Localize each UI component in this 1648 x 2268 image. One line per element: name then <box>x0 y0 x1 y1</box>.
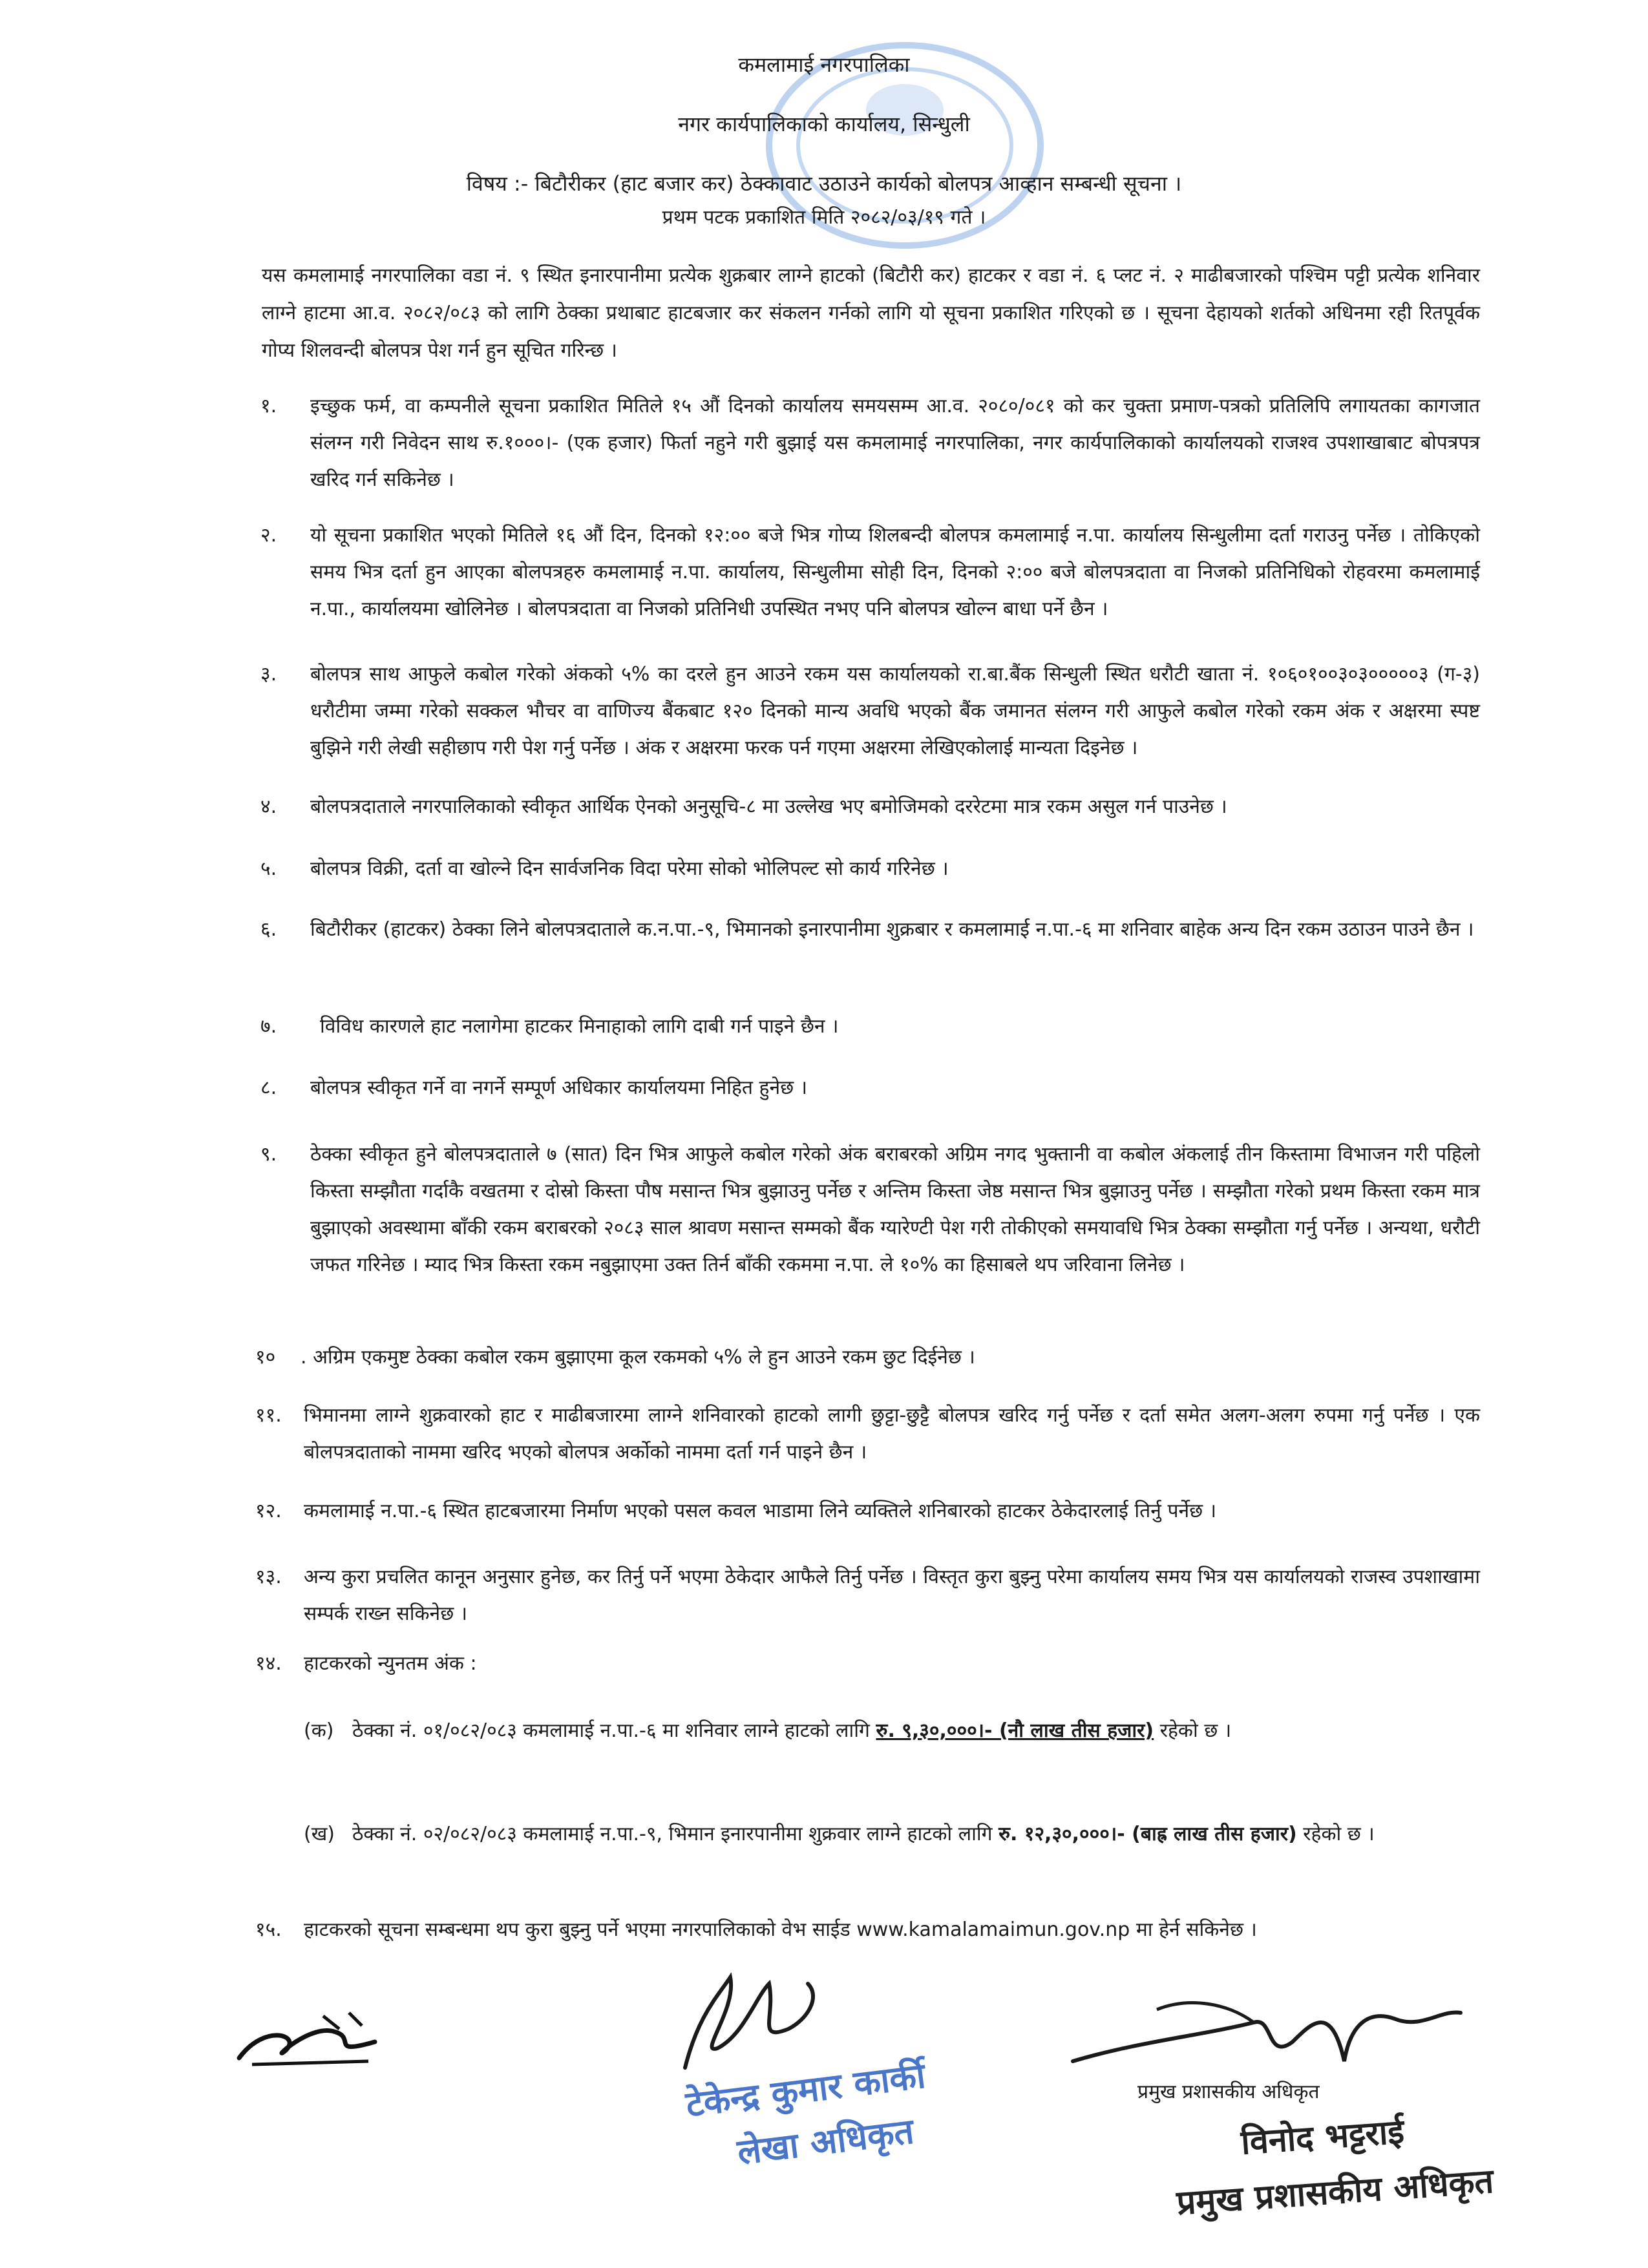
item-number: ५. <box>260 857 277 880</box>
item-number: ४. <box>260 795 277 818</box>
sub-item-label: (क) <box>304 1719 334 1742</box>
list-item: भिमानमा लाग्ने शुक्रवारको हाट र माढीबजारमा लाग्ने शनिवारको हाटको लागी छुट्टा-छुट्टै बोलपत्र खरिद गर्नु पर्नेछ र दर्ता समेत अलग-अलग रुपमा गर्नु पर्नेछ । एक बोलपत्रदाताको नाममा खरिद भएको बोलपत्र अर्कोको नाममा दर्ता गर्न पाइने छैन । <box>304 1404 1480 1464</box>
accounts-officer-title-stamp: लेखा अधिकृत <box>735 2110 916 2173</box>
item-number: १३. <box>255 1566 282 1588</box>
publish-date: प्रथम पटक प्रकाशित मिति २०८२/०३/१९ गते । <box>662 206 986 229</box>
item-number: १५. <box>255 1918 282 1941</box>
list-item: कमलामाई न.पा.-६ स्थित हाटबजारमा निर्माण भएको पसल कवल भाडामा लिने व्यक्तिले शनिबारको हाटकर ठेकेदारलाई तिर्नु पर्नेछ । <box>304 1500 1217 1522</box>
sub-item <box>352 1712 1480 1749</box>
sub-item-tail: रहेको छ । <box>1303 1823 1375 1845</box>
item-number: ३. <box>260 663 277 686</box>
item-number: ७. <box>260 1015 277 1038</box>
minimum-amount: रु. ९,३०,०००।- (नौ लाख तीस हजार) <box>876 1719 1154 1742</box>
org-name: कमलामाई नगरपालिका <box>738 52 910 77</box>
sub-item-tail: रहेको छ । <box>1159 1719 1232 1742</box>
list-item: विविध कारणले हाट नलागेमा हाटकर मिनाहाको लागि दाबी गर्न पाइने छैन । <box>320 1015 839 1038</box>
list-item: इच्छुक फर्म, वा कम्पनीले सूचना प्रकाशित मितिले १५ औं दिनको कार्यालय समयसम्म आ.व. २०८०/०८१ को कर चुक्ता प्रमाण-पत्रको प्रतिलिपि लगायतका कागजात संलग्न गरी निवेदन साथ रु.१०००।- (एक हजार) फिर्ता नहुने गरी बुझाई यस कमलामाई नगरपालिका, नगर कार्यपालिकाको कार्यालयको राजश्व उपशाखाबाट बोपत्रपत्र खरिद गर्न सकिनेछ । <box>310 395 1480 491</box>
list-item: ठेक्का स्वीकृत हुने बोलपत्रदाताले ७ (सात) दिन भित्र आफुले कबोल गरेको अंक बराबरको अग्रिम नगद भुक्तानी वा कबोल अंकलाई तीन किस्तामा विभाजन गरी पहिलो किस्ता सम्झौता गर्दाकै वखतमा र दोस्रो किस्ता पौष मसान्त भित्र बुझाउनु पर्नेछ र अन्तिम किस्ता जेष्ठ मसान्त भित्र बुझाउनु पर्नेछ । सम्झौता गरेको प्रथम किस्ता रकम मात्र बुझाएको अवस्थामा बाँकी रकम बराबरको २०८३ साल श्रावण मसान्त सम्मको बैंक ग्यारेण्टी पेश गरी तोकीएको समयावधि भित्र ठेक्का सम्झौता गर्नु पर्नेछ । अन्यथा, धरौटी जफत गरिनेछ । म्याद भित्र किस्ता रकम नबुझाएमा उक्त तिर्न बाँकी रकममा न.पा. ले १०% का हिसाबले थप जरिवाना लिनेछ । <box>310 1143 1480 1276</box>
item-number: ६. <box>260 918 277 941</box>
item-number: १. <box>260 395 277 417</box>
item-number: १४. <box>255 1652 282 1675</box>
item-number: ११. <box>255 1404 282 1427</box>
cao-label: प्रमुख प्रशासकीय अधिकृत <box>1137 2081 1320 2103</box>
list-item: बोलपत्र साथ आफुले कबोल गरेको अंकको ५% का दरले हुन आउने रकम यस कार्यालयको रा.बा.बैंक सिन्धुली स्थित धरौटी खाता नं. १०६०१००३०३०००००३ (ग-३) धरौटीमा जम्मा गरेको सक्कल भौचर वा वाणिज्य बैंकबाट १२० दिनको मान्य अवधि भएको बैंक जमानत संलग्न गरी आफुले कबोल गरेको रकम अंक र अक्षरमा स्पष्ट बुझिने गरी लेखी सहीछाप गरी पेश गर्नु पर्नेछ । अंक र अक्षरमा फरक पर्न गएमा अक्षरमा लेखिएकोलाई मान्यता दिइनेछ । <box>310 663 1480 759</box>
cao-name-stamp: विनोद भट्टराई <box>1240 2112 1406 2163</box>
accounts-officer-name-stamp: टेकेन्द्र कुमार कार्की <box>683 2055 928 2125</box>
notice-subject: विषय :- बिटौरीकर (हाट बजार कर) ठेक्कावाट उठाउने कार्यको बोलपत्र आव्हान सम्बन्धी सूचना । <box>466 171 1182 196</box>
sub-item <box>352 1816 1480 1853</box>
list-item: अन्य कुरा प्रचलित कानून अनुसार हुनेछ, कर तिर्नु पर्ने भएमा ठेकेदार आफैले तिर्नु पर्नेछ । विस्तृत कुरा बुझ्नु परेमा कार्यालय समय भित्र यस कार्यालयको राजस्व उपशाखामा सम्पर्क राख्न सकिनेछ । <box>304 1566 1480 1625</box>
item-number: ९. <box>260 1143 277 1166</box>
list-item: हाटकरको न्युनतम अंक : <box>304 1652 477 1675</box>
list-item: . अग्रिम एकमुष्ट ठेक्का कबोल रकम बुझाएमा कूल रकमको ५% ले हुन आउने रकम छुट दिईनेछ । <box>301 1346 975 1369</box>
intro-paragraph: यस कमलामाई नगरपालिका वडा नं. ९ स्थित इनारपानीमा प्रत्येक शुक्रबार लाग्ने हाटको (बिटौरी कर) हाटकर र वडा नं. ६ प्लट नं. २ माढीबजारको पश्चिम पट्टी प्रत्येक शनिवार लाग्ने हाटमा आ.व. २०८२/०८३ को लागि ठेक्का प्रथाबाट हाटबजार कर संकलन गर्नको लागि यो सूचना प्रकाशित गरिएको छ । सूचना देहायको शर्तको अधिनमा रही रितपूर्वक गोप्य शिलवन्दी बोलपत्र पेश गर्न हुन सूचित गरिन्छ । <box>262 264 1480 362</box>
left-signature <box>226 1997 394 2081</box>
item-number: २. <box>260 524 277 547</box>
sub-item-label: (ख) <box>304 1823 335 1845</box>
item-number: १२. <box>255 1500 282 1522</box>
minimum-amount: रु. १२,३०,०००।- (बाह्र लाख तीस हजार) <box>998 1823 1297 1845</box>
cao-title-stamp: प्रमुख प्रशासकीय अधिकृत <box>1175 2161 1495 2223</box>
item-number: १० <box>255 1346 276 1369</box>
list-item: बोलपत्र विक्री, दर्ता वा खोल्ने दिन सार्वजनिक विदा परेमा सोको भोलिपल्ट सो कार्य गरिनेछ । <box>310 857 949 880</box>
list-item: बोलपत्रदाताले नगरपालिकाको स्वीकृत आर्थिक ऐनको अनुसूचि-८ मा उल्लेख भए बमोजिमको दररेटमा मात्र रकम असुल गर्न पाउनेछ । <box>310 795 1227 818</box>
list-item: बोलपत्र स्वीकृत गर्ने वा नगर्ने सम्पूर्ण अधिकार कार्यालयमा निहित हुनेछ । <box>310 1076 808 1099</box>
list-item: यो सूचना प्रकाशित भएको मितिले १६ औं दिन, दिनको १२:०० बजे भित्र गोप्य शिलबन्दी बोलपत्र कमलामाई न.पा. कार्यालय सिन्धुलीमा दर्ता गराउनु पर्नेछ । तोकिएको समय भित्र दर्ता हुन आएका बोलपत्रहरु कमलामाई न.पा. कार्यालय, सिन्धुलीमा सोही दिन, दिनको २:०० बजे बोलपत्रदाता वा निजको प्रतिनिधिको रोहवरमा कमलामाई न.पा., कार्यालयमा खोलिनेछ । बोलपत्रदाता वा निजको प्रतिनिधी उपस्थित नभए पनि बोलपत्र खोल्न बाधा पर्ने छैन । <box>310 524 1480 620</box>
sub-item-text: ठेक्का नं. ०२/०८२/०८३ कमलामाई न.पा.-९, भिमान इनारपानीमा शुक्रवार लाग्ने हाटको लागि <box>352 1823 993 1845</box>
right-signature <box>1060 1984 1474 2087</box>
office-name: नगर कार्यपालिकाको कार्यालय, सिन्धुली <box>678 112 970 136</box>
list-item: हाटकरको सूचना सम्बन्धमा थप कुरा बुझ्नु पर्ने भएमा नगरपालिकाको वेभ साईड www.kamalamaimun.gov.np मा हेर्न सकिनेछ । <box>304 1918 1257 1941</box>
sub-item-text: ठेक्का नं. ०१/०८२/०८३ कमलामाई न.पा.-६ मा शनिवार लाग्ने हाटको लागि <box>352 1719 870 1742</box>
item-number: ८. <box>260 1076 277 1099</box>
list-item: बिटौरीकर (हाटकर) ठेक्का लिने बोलपत्रदाताले क.न.पा.-९, भिमानको इनारपानीमा शुक्रबार र कमलामाई न.पा.-६ मा शनिवार बाहेक अन्य दिन रकम उठाउन पाउने छैन । <box>310 918 1474 941</box>
